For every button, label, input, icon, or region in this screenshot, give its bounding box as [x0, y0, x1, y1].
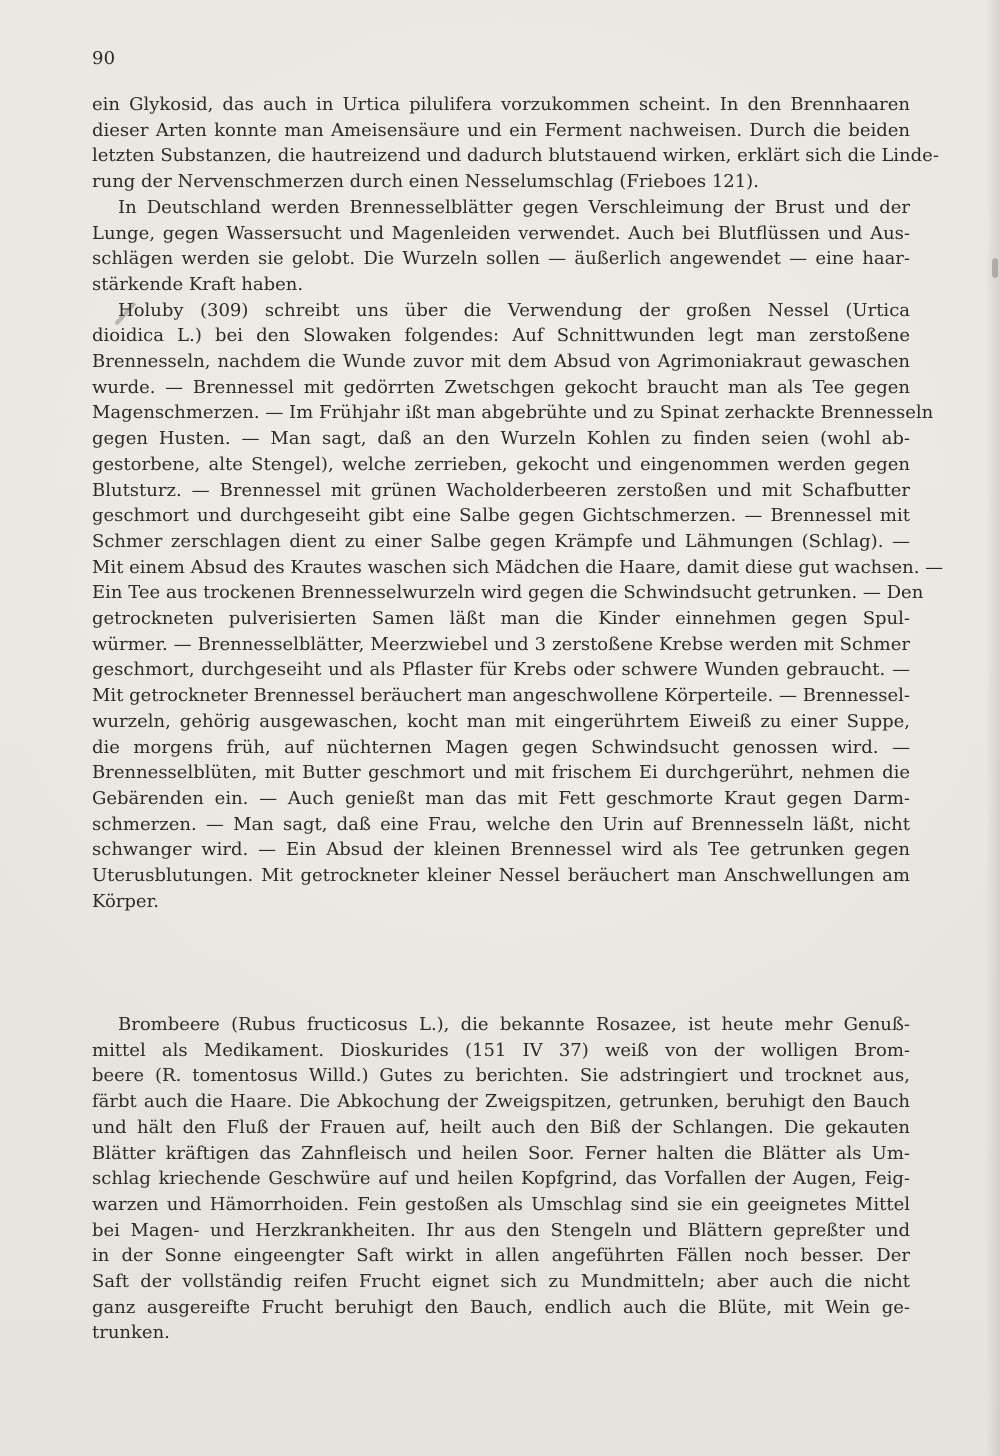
text-line: Blutsturz. — Brennessel mit grünen Wacholderbeeren zerstoßen und mit Schafbutter — [92, 479, 910, 501]
text-line: Brennesselblüten, mit Butter geschmort und mit frischem Ei durchgerührt, nehmen die — [92, 762, 910, 784]
text-line: Uterusblutungen. Mit getrockneter kleiner Nessel beräuchert man Anschwellungen am — [92, 865, 910, 887]
text-line: stärkende Kraft haben. — [92, 273, 304, 295]
text-line: würmer. — Brennesselblätter, Meerzwiebel und 3 zerstoßene Krebse werden mit Schmer — [92, 633, 910, 655]
text-line: mittel als Medikament. Dioskurides (151 IV 37) weiß von der wolligen Brom- — [92, 1039, 910, 1061]
text-line: schlag kriechende Geschwüre auf und heilen Kopfgrind, das Vorfallen der Augen, Feig- — [92, 1168, 910, 1190]
text-line: und hält den Fluß der Frauen auf, heilt auch den Biß der Schlangen. Die gekauten — [92, 1116, 910, 1138]
text-line: Lunge, gegen Wassersucht und Magenleiden verwendet. Auch bei Blutflüssen und Aus- — [92, 222, 910, 244]
text-line: schlägen werden sie gelobt. Die Wurzeln sollen — äußerlich angewendet — eine haar- — [92, 248, 910, 270]
text-line: Brennesseln, nachdem die Wunde zuvor mit dem Absud von Agrimoniakraut gewaschen — [92, 351, 910, 373]
text-line: beere (R. tomentosus Willd.) Gutes zu berichten. Sie adstringiert und trocknet aus, — [92, 1065, 910, 1087]
text-line: Mit getrockneter Brennessel beräuchert man angeschwollene Körperteile. — Brennessel- — [92, 685, 910, 707]
text-line: bei Magen- und Herzkrankheiten. Ihr aus den Stengeln und Blättern gepreßter und — [92, 1219, 910, 1241]
text-line: Blätter kräftigen das Zahnfleisch und heilen Soor. Ferner halten die Blätter als Um- — [92, 1142, 910, 1164]
text-line: gestorbene, alte Stengel), welche zerrieben, gekocht und eingenommen werden gegen — [92, 453, 910, 475]
page-number: 90 — [92, 48, 116, 69]
text-line: trunken. — [92, 1322, 170, 1344]
text-line: ganz ausgereifte Frucht beruhigt den Bauch, endlich auch die Blüte, mit Wein ge- — [92, 1296, 910, 1318]
text-line: in der Sonne eingeengter Saft wirkt in allen angeführten Fällen noch besser. Der — [92, 1245, 910, 1267]
body-text-section-one — [92, 92, 944, 915]
text-line: die morgens früh, auf nüchternen Magen gegen Schwindsucht genossen wird. — — [92, 736, 910, 758]
text-line: geschmort und durchgeseiht gibt eine Salbe gegen Gichtschmerzen. — Brennessel mit — [92, 505, 910, 527]
text-line: gegen Husten. — Man sagt, daß an den Wurzeln Kohlen zu finden seien (wohl ab- — [92, 428, 910, 450]
body-text-section-two — [92, 1012, 910, 1346]
text-line: schmerzen. — Man sagt, daß eine Frau, welche den Urin auf Brennesseln läßt, nicht — [92, 813, 910, 835]
text-line: geschmort, durchgeseiht und als Pflaster für Krebs oder schwere Wunden gebraucht. — — [92, 659, 910, 681]
text-line: schwanger wird. — Ein Absud der kleinen Brennessel wird als Tee getrunken gegen — [92, 839, 910, 861]
page-edge-shadow — [986, 0, 1000, 1456]
text-line: Brombeere (Rubus fructicosus L.), die bekannte Rosazee, ist heute mehr Genuß- — [118, 1014, 910, 1035]
text-line: getrockneten pulverisierten Samen läßt man die Kinder einnehmen gegen Spul- — [92, 608, 910, 630]
text-line: dioidica L.) bei den Slowaken folgendes: Auf Schnittwunden legt man zerstoßene — [92, 325, 910, 347]
text-line: In Deutschland werden Brennesselblätter gegen Verschleimung der Brust und der — [118, 196, 910, 218]
text-line: letzten Substanzen, die hautreizend und dadurch blutstauend wirken, erklärt sich die Linde- — [92, 145, 939, 167]
text-line: wurzeln, gehörig ausgewaschen, kocht man mit eingerührtem Eiweiß zu einer Suppe, — [92, 710, 910, 732]
text-line: Ein Tee aus trockenen Brennesselwurzeln wird gegen die Schwindsucht getrunken. — Den — [92, 582, 924, 604]
text-line: Magenschmerzen. — Im Frühjahr ißt man abgebrühte und zu Spinat zerhackte Brennesseln — [92, 402, 934, 424]
text-line: dieser Arten konnte man Ameisensäure und ein Ferment nachweisen. Durch die beiden — [92, 119, 910, 141]
text-line: Saft der vollständig reifen Frucht eignet sich zu Mundmitteln; aber auch die nicht — [92, 1271, 910, 1293]
text-line: Mit einem Absud des Krautes waschen sich Mädchen die Haare, damit diese gut wachsen. — — [92, 556, 944, 578]
text-line: Gebärenden ein. — Auch genießt man das mit Fett geschmorte Kraut gegen Darm- — [92, 787, 910, 809]
text-line: rung der Nervenschmerzen durch einen Nesselumschlag (Frieboes 121). — [92, 171, 759, 193]
binding-mark — [992, 258, 998, 278]
text-line: Holuby (309) schreibt uns über die Verwendung der großen Nessel (Urtica — [118, 299, 910, 321]
text-line: färbt auch die Haare. Die Abkochung der Zweigspitzen, getrunken, beruhigt den Bauch — [92, 1091, 910, 1113]
text-line: Schmer zerschlagen dient zu einer Salbe gegen Krämpfe und Lähmungen (Schlag). — — [92, 530, 910, 552]
text-line: warzen und Hämorrhoiden. Fein gestoßen als Umschlag sind sie ein geeignetes Mittel — [92, 1193, 910, 1215]
text-line: ein Glykosid, das auch in Urtica pilulifera vorzukommen scheint. In den Brennhaaren — [92, 94, 910, 115]
text-line: Körper. — [92, 890, 159, 912]
text-line: wurde. — Brennessel mit gedörrten Zwetschgen gekocht braucht man als Tee gegen — [92, 376, 910, 398]
